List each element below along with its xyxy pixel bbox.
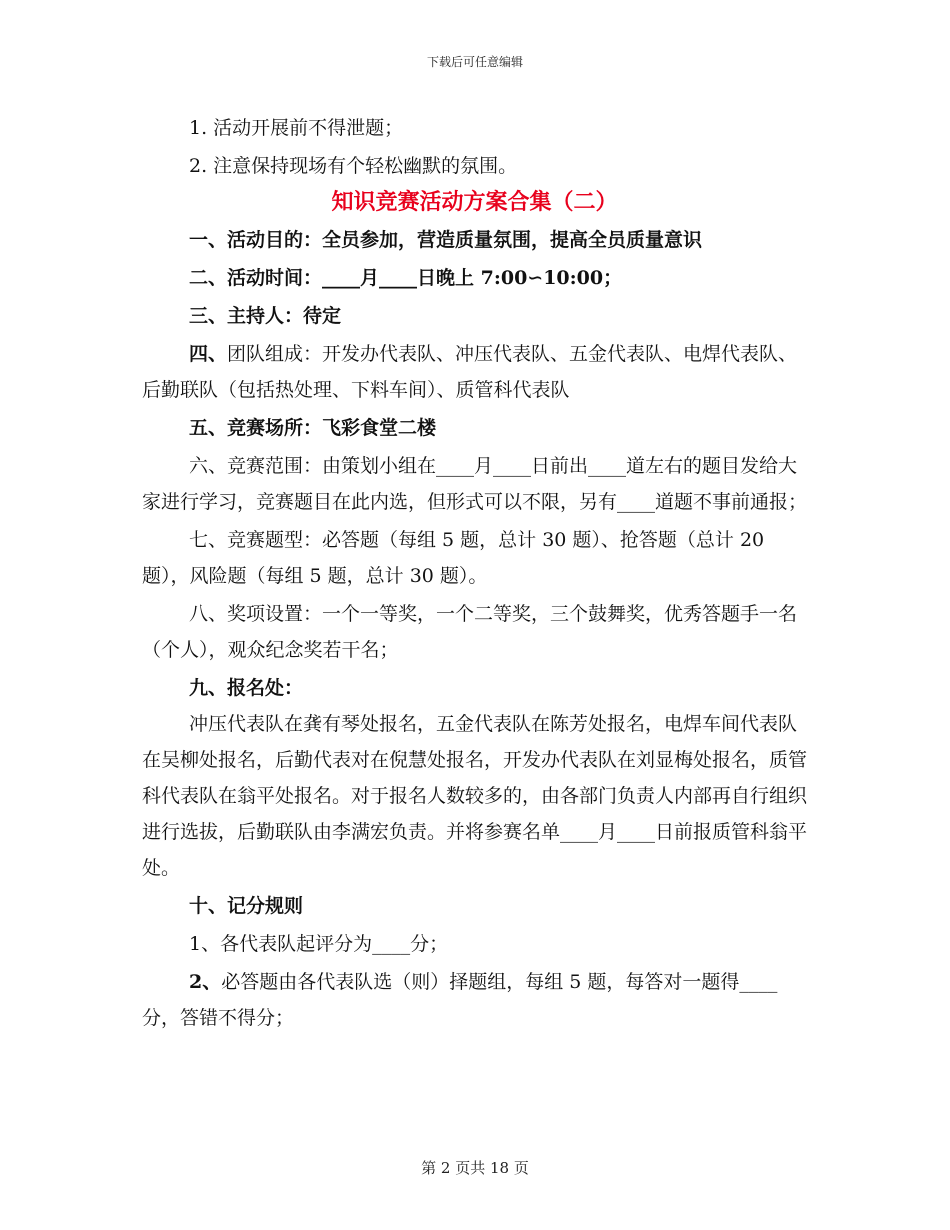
- section-7: 七、竞赛题型：必答题（每组 5 题，总计 30 题）、抢答题（总计 20 题），风险题（每组 5 题，总计 30 题）。: [142, 529, 765, 587]
- section-2: 二、活动时间：____月____日晚上 7:00∽10:00；: [189, 267, 623, 289]
- document-title: 知识竞赛活动方案合集（二）: [331, 189, 618, 215]
- section-6: 六、竞赛范围：由策划小组在____月____日前出____道左右的题目发给大家进行学习，竞赛题目在此内选，但形式可以不限，另有____道题不事前通报；: [142, 455, 808, 513]
- prev-item-1: 1. 活动开展前不得泄题；: [189, 117, 404, 139]
- section-10: 十、记分规则: [189, 895, 304, 917]
- section-4-text: 团队组成：开发办代表队、冲压代表队、五金代表队、电焊代表队、后勤联队（包括热处理、下料车间）、质管科代表队: [142, 343, 798, 401]
- rule-2-text: 必答题由各代表队选（则）择题组，每组 5 题，每答对一题得____分，答错不得分；: [142, 971, 778, 1029]
- rule-2-label: 2、: [189, 971, 222, 993]
- section-3: 三、主持人：待定: [189, 305, 342, 327]
- section-4: [142, 336, 807, 408]
- section-9-text: 冲压代表队在龚有琴处报名，五金代表队在陈芳处报名，电焊车间代表队在吴柳处报名，后勤代表对在倪慧处报名，开发办代表队在刘显梅处报名，质管科代表队在翁平处报名。对于报名人数较多的，由各部门负责人内部再自行组织进行选拔，后勤联队由李满宏负责。并将参赛名单____月____日前报质管科翁平处。: [142, 713, 808, 879]
- prev-item-2: 2. 注意保持现场有个轻松幽默的氛围。: [189, 155, 518, 177]
- page-footer: 第 2 页共 18 页: [421, 1159, 529, 1177]
- section-9: 九、报名处：: [189, 677, 304, 699]
- rule-1: 1、各代表队起评分为____分；: [189, 933, 449, 955]
- section-8: 八、奖项设置：一个一等奖，一个二等奖，三个鼓舞奖，优秀答题手一名（个人），观众纪念奖若干名；: [142, 603, 798, 661]
- rule-2: [142, 964, 807, 1036]
- section-5: 五、竞赛场所：飞彩食堂二楼: [189, 417, 437, 439]
- section-1: 一、活动目的：全员参加，营造质量氛围，提高全员质量意识: [189, 229, 703, 251]
- page-header: 下载后可任意编辑: [426, 55, 523, 69]
- document-body: [142, 110, 807, 1036]
- section-4-label: 四、: [189, 343, 228, 365]
